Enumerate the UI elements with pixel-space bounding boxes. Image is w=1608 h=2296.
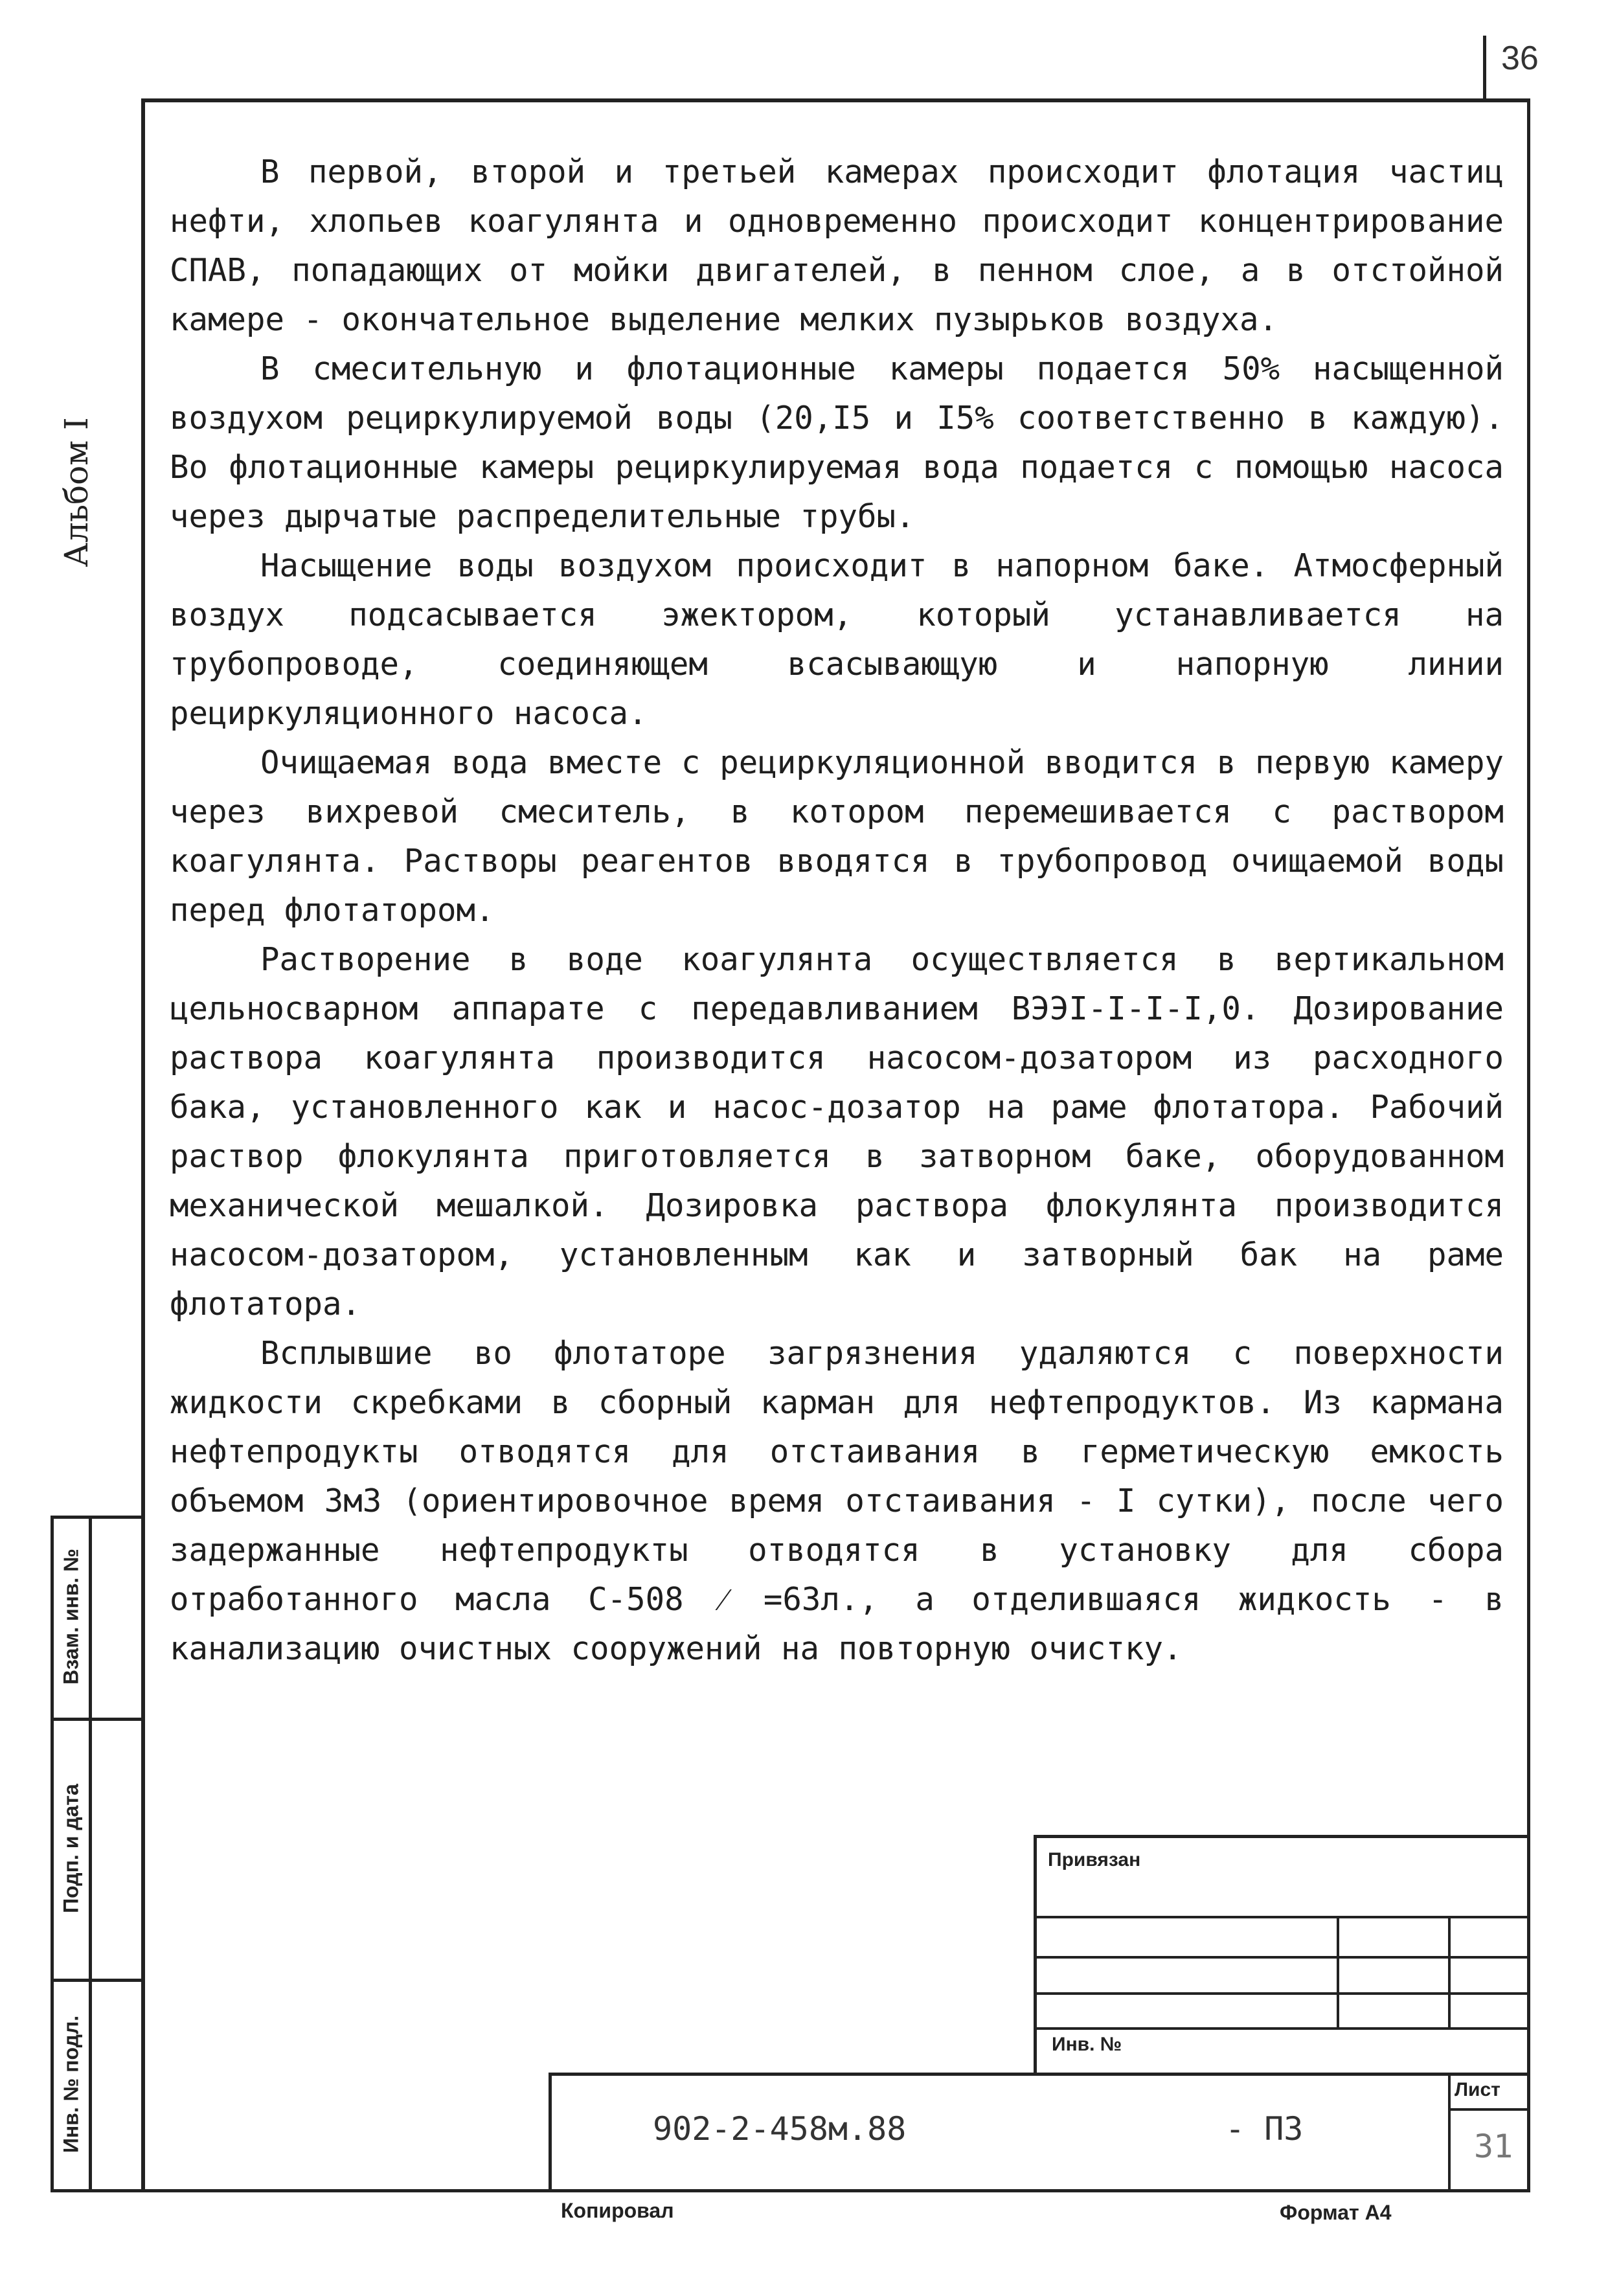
main-stamp-top (549, 2073, 1530, 2076)
page-bottom-line (51, 2189, 1530, 2192)
list-cell-left (1448, 2073, 1451, 2192)
album-label: Альбом I (58, 417, 95, 567)
podp-data-label: Подп. и дата (59, 1784, 83, 1913)
document-code: 902-2-458м.88 (653, 2110, 907, 2148)
inv-podl-label: Инв. № подл. (59, 2015, 83, 2154)
side-stamp-outer-line (51, 1516, 54, 2192)
tb-row-1 (1034, 1916, 1530, 1918)
tb-top-line (1034, 1835, 1530, 1838)
tb-left-line (1034, 1835, 1037, 2076)
main-stamp-left (549, 2073, 552, 2192)
tb-row-2 (1034, 1956, 1530, 1959)
sheet-number: 31 (1474, 2128, 1513, 2165)
side-stamp-divider-2 (51, 1979, 145, 1982)
side-stamp-inner-line (89, 1516, 92, 2192)
side-stamp-divider-1 (51, 1718, 145, 1721)
vzam-inv-label: Взам. инв. № (59, 1549, 83, 1685)
page-number: 36 (1501, 40, 1539, 77)
paragraph-2: В смесительную и флотационные камеры подается 50% насыщенной воздухом рециркулируемой воды (20,I5 и I5% соответственно в каждую). Во флотационные камеры рециркулируемая вода подается с помощью насоса через дырчатые распределительные трубы. (170, 350, 1504, 535)
document-body (170, 148, 1504, 1674)
tb-row-3 (1034, 1992, 1530, 1995)
paragraph-4: Очищаемая вода вместе с рециркуляционной вводится в первую камеру через вихревой смеситель, в котором перемешивается с раствором коагулянта. Растворы реагентов вводятся в трубопровод очищаемой воды перед флотатором. (170, 744, 1504, 929)
paragraph-1: В первой, второй и третьей камерах происходит флотация частиц нефти, хлопьев коагулянта и одновременно происходит концентрирование СПАВ, попадающих от мойки двигателей, в пенном слое, а в отстойной камере - окончательное выделение мелких пузырьков воздуха. (170, 153, 1504, 338)
privyazan-label: Привязан (1048, 1849, 1141, 1870)
tb-row-4 (1034, 2027, 1530, 2030)
tb-col-1 (1337, 1916, 1339, 2027)
side-stamp-top-line (51, 1516, 145, 1519)
paragraph-5: Растворение в воде коагулянта осуществляется в вертикальном цельносварном аппарате с передавливанием ВЭЭI-I-I-I,0. Дозирование раствора коагулянта производится насосом-дозатором из расходного бака, установленного как и насос-дозатор на раме флотатора. Рабочий раствор флокулянта приготовляется в затворном баке, оборудованном механической мешалкой. Дозировка раствора флокулянта производится насосом-дозатором, установленным как и затворный бак на раме флотатора. (170, 941, 1504, 1323)
list-cell-divider (1448, 2108, 1530, 2111)
paragraph-6: Всплывшие во флотаторе загрязнения удаляются с поверхности жидкости скребками в сборный карман для нефтепродуктов. Из кармана нефтепродукты отводятся для отстаивания в герметическую емкость объемом 3м3 (ориентировочное время отстаивания - I сутки), после чего задержанные нефтепродукты отводятся в установку для сбора отработанного масла С-508 ⁄ =63л., а отделившаяся жидкость - в канализацию очистных сооружений на повторную очистку. (170, 1335, 1504, 1667)
inv-no-label: Инв. № (1052, 2034, 1122, 2055)
copied-label: Копировал (561, 2199, 674, 2222)
document-section: - ПЗ (1225, 2110, 1304, 2148)
paragraph-3: Насыщение воды воздухом происходит в напорном баке. Атмосферный воздух подсасывается эжектором, который устанавливается на трубопроводе, соединяющем всасывающую и напорную линии рециркуляционного насоса. (170, 547, 1504, 732)
format-label: Формат А4 (1280, 2201, 1392, 2224)
page-number-divider (1483, 36, 1486, 100)
list-label: Лист (1455, 2079, 1500, 2100)
tb-col-2 (1448, 1916, 1451, 2027)
